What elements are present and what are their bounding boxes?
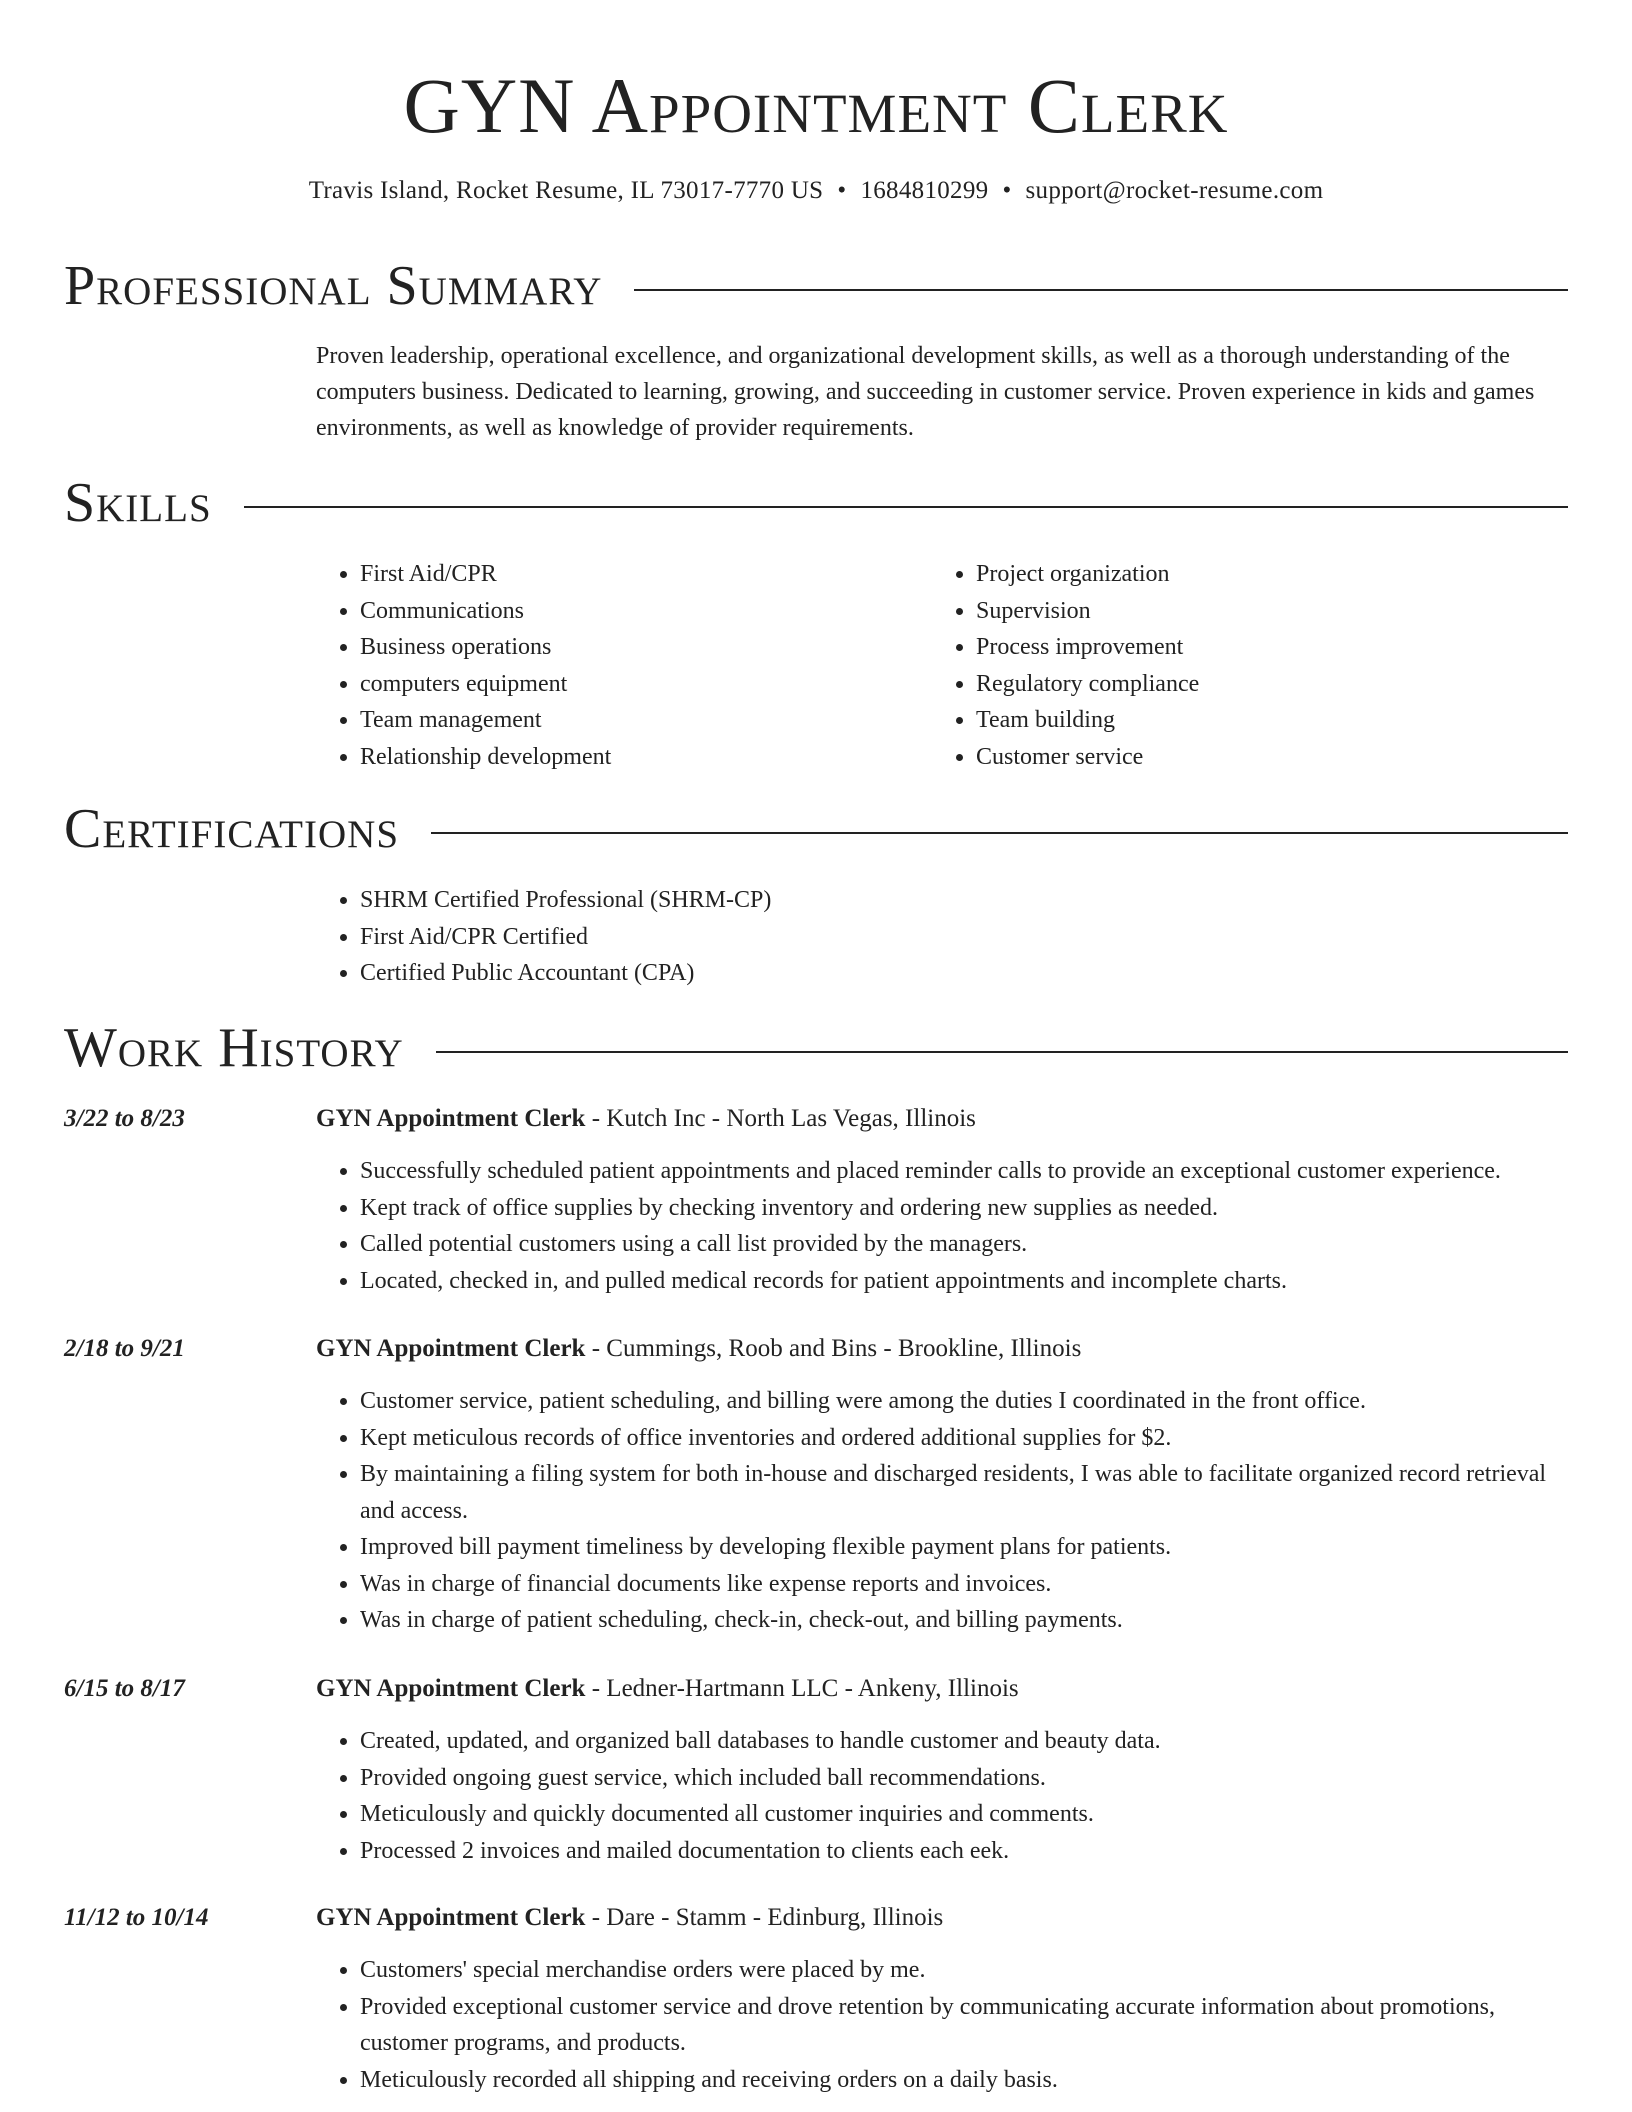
summary-text: Proven leadership, operational excellence, and organizational development skills, as well as a thorough understanding of the computers business. Dedicated to learning, growing, and succeeding in customer service. Proven experience in kids and games environments, as well as knowledge of provider requirements. xyxy=(316,343,1535,441)
job-duty-item: • Improved bill payment timeliness by developing flexible payment plans for patients. xyxy=(360,1529,1576,1566)
certifications-list xyxy=(316,882,1572,992)
skill-item: • Process improvement xyxy=(976,629,1572,666)
section-title: Certifications xyxy=(64,798,400,860)
job-duty-item: • Customer service, patient scheduling, and billing were among the duties I coordinated in the front office. xyxy=(360,1383,1576,1420)
job-heading xyxy=(316,1900,943,1936)
skills-list xyxy=(932,556,1572,775)
job-dates: 2/18 to 9/21 xyxy=(64,1335,185,1362)
contact-phone: 1684810299 xyxy=(860,177,989,204)
job-duty-item: • Located, checked in, and pulled medical records for patient appointments and incomplete charts. xyxy=(360,1263,1576,1300)
job-employer: - Dare - Stamm - Edinburg, Illinois xyxy=(585,1904,944,1931)
job-dates: 3/22 to 8/23 xyxy=(64,1105,185,1132)
skill-item: • Relationship development xyxy=(360,739,916,776)
certification-item: • SHRM Certified Professional (SHRM-CP) xyxy=(360,882,1572,919)
section-skills-heading xyxy=(64,468,1568,538)
skill-item: • computers equipment xyxy=(360,666,916,703)
job-duties xyxy=(316,1723,1576,1869)
job-duty-item: • By maintaining a filing system for both in-house and discharged residents, I was able to facilitate organized record retrieval and access. xyxy=(360,1456,1576,1529)
job-duty-item: • Created, updated, and organized ball databases to handle customer and beauty data. xyxy=(360,1723,1576,1760)
job-duty-item: • Was in charge of patient scheduling, check-in, check-out, and billing payments. xyxy=(360,1602,1576,1639)
contact-email: support@rocket-resume.com xyxy=(1025,177,1324,204)
section-divider xyxy=(244,506,1568,508)
skill-item: • Regulatory compliance xyxy=(976,666,1572,703)
section-certifications-heading xyxy=(64,794,1568,864)
job-duty-item: • Provided exceptional customer service and drove retention by communicating accurate information about promotions, customer programs, and products. xyxy=(360,1989,1576,2062)
job-title: GYN Appointment Clerk xyxy=(316,1335,586,1362)
job-duty-item: • Meticulously recorded all shipping and receiving orders on a daily basis. xyxy=(360,2062,1576,2099)
certification-item: • First Aid/CPR Certified xyxy=(360,919,1572,956)
job-duty-item: • Successfully scheduled patient appointments and placed reminder calls to provide an exceptional customer experience. xyxy=(360,1153,1576,1190)
section-title: Skills xyxy=(64,472,212,534)
job-duty-item: • Called potential customers using a call list provided by the managers. xyxy=(360,1226,1576,1263)
skills-column-right xyxy=(932,556,1572,775)
skill-item: • Project organization xyxy=(976,556,1572,593)
job-duty-item: • Kept meticulous records of office inventories and ordered additional supplies for $2. xyxy=(360,1420,1576,1457)
skill-item: • Team management xyxy=(360,702,916,739)
job-heading xyxy=(316,1331,1081,1367)
section-title: Professional Summary xyxy=(64,255,603,317)
section-title: Work History xyxy=(64,1017,404,1079)
job-duties-list xyxy=(316,1723,1576,1869)
job-duties xyxy=(316,1383,1576,1639)
candidate-name: GYN Appointment Clerk xyxy=(403,62,1229,149)
job-duty-item: • Processed 2 invoices and mailed documentation to clients each eek. xyxy=(360,1833,1576,1870)
job-duty-item: • Was in charge of financial documents like expense reports and invoices. xyxy=(360,1566,1576,1603)
contact-separator: • xyxy=(1002,177,1012,204)
job-employer: - Kutch Inc - North Las Vegas, Illinois xyxy=(585,1105,976,1132)
skill-item: • Supervision xyxy=(976,593,1572,630)
section-summary-heading xyxy=(64,251,1568,321)
certifications-block xyxy=(316,882,1572,992)
job-duties-list xyxy=(316,1153,1576,1299)
certification-item: • Certified Public Accountant (CPA) xyxy=(360,955,1572,992)
skill-item: • First Aid/CPR xyxy=(360,556,916,593)
job-employer: - Cummings, Roob and Bins - Brookline, Illinois xyxy=(585,1335,1082,1362)
skill-item: • Business operations xyxy=(360,629,916,666)
section-divider xyxy=(436,1051,1568,1053)
job-heading xyxy=(316,1671,1019,1707)
job-duty-item: • Provided ongoing guest service, which included ball recommendations. xyxy=(360,1760,1576,1797)
section-work-history-heading xyxy=(64,1013,1568,1083)
job-duties-list xyxy=(316,1952,1576,2098)
skill-item: • Customer service xyxy=(976,739,1572,776)
job-duty-item: • Kept track of office supplies by checking inventory and ordering new supplies as needed. xyxy=(360,1190,1576,1227)
contact-line xyxy=(0,176,1632,206)
job-heading xyxy=(316,1101,976,1137)
section-divider xyxy=(634,289,1568,291)
skill-item: • Communications xyxy=(360,593,916,630)
job-duties-list xyxy=(316,1383,1576,1639)
job-duties xyxy=(316,1153,1576,1299)
skill-item: • Team building xyxy=(976,702,1572,739)
section-divider xyxy=(431,832,1568,834)
contact-separator: • xyxy=(837,177,847,204)
job-duties xyxy=(316,1952,1576,2098)
contact-address: Travis Island, Rocket Resume, IL 73017-7770 US xyxy=(308,177,824,204)
job-dates: 11/12 to 10/14 xyxy=(64,1904,209,1931)
skills-column-left xyxy=(316,556,916,775)
job-duty-item: • Meticulously and quickly documented all customer inquiries and comments. xyxy=(360,1796,1576,1833)
job-title: GYN Appointment Clerk xyxy=(316,1904,586,1931)
skills-list xyxy=(316,556,916,775)
job-duty-item: • Customers' special merchandise orders were placed by me. xyxy=(360,1952,1576,1989)
job-title: GYN Appointment Clerk xyxy=(316,1105,586,1132)
job-title: GYN Appointment Clerk xyxy=(316,1675,586,1702)
job-dates: 6/15 to 8/17 xyxy=(64,1675,185,1702)
job-employer: - Ledner-Hartmann LLC - Ankeny, Illinois xyxy=(585,1675,1019,1702)
